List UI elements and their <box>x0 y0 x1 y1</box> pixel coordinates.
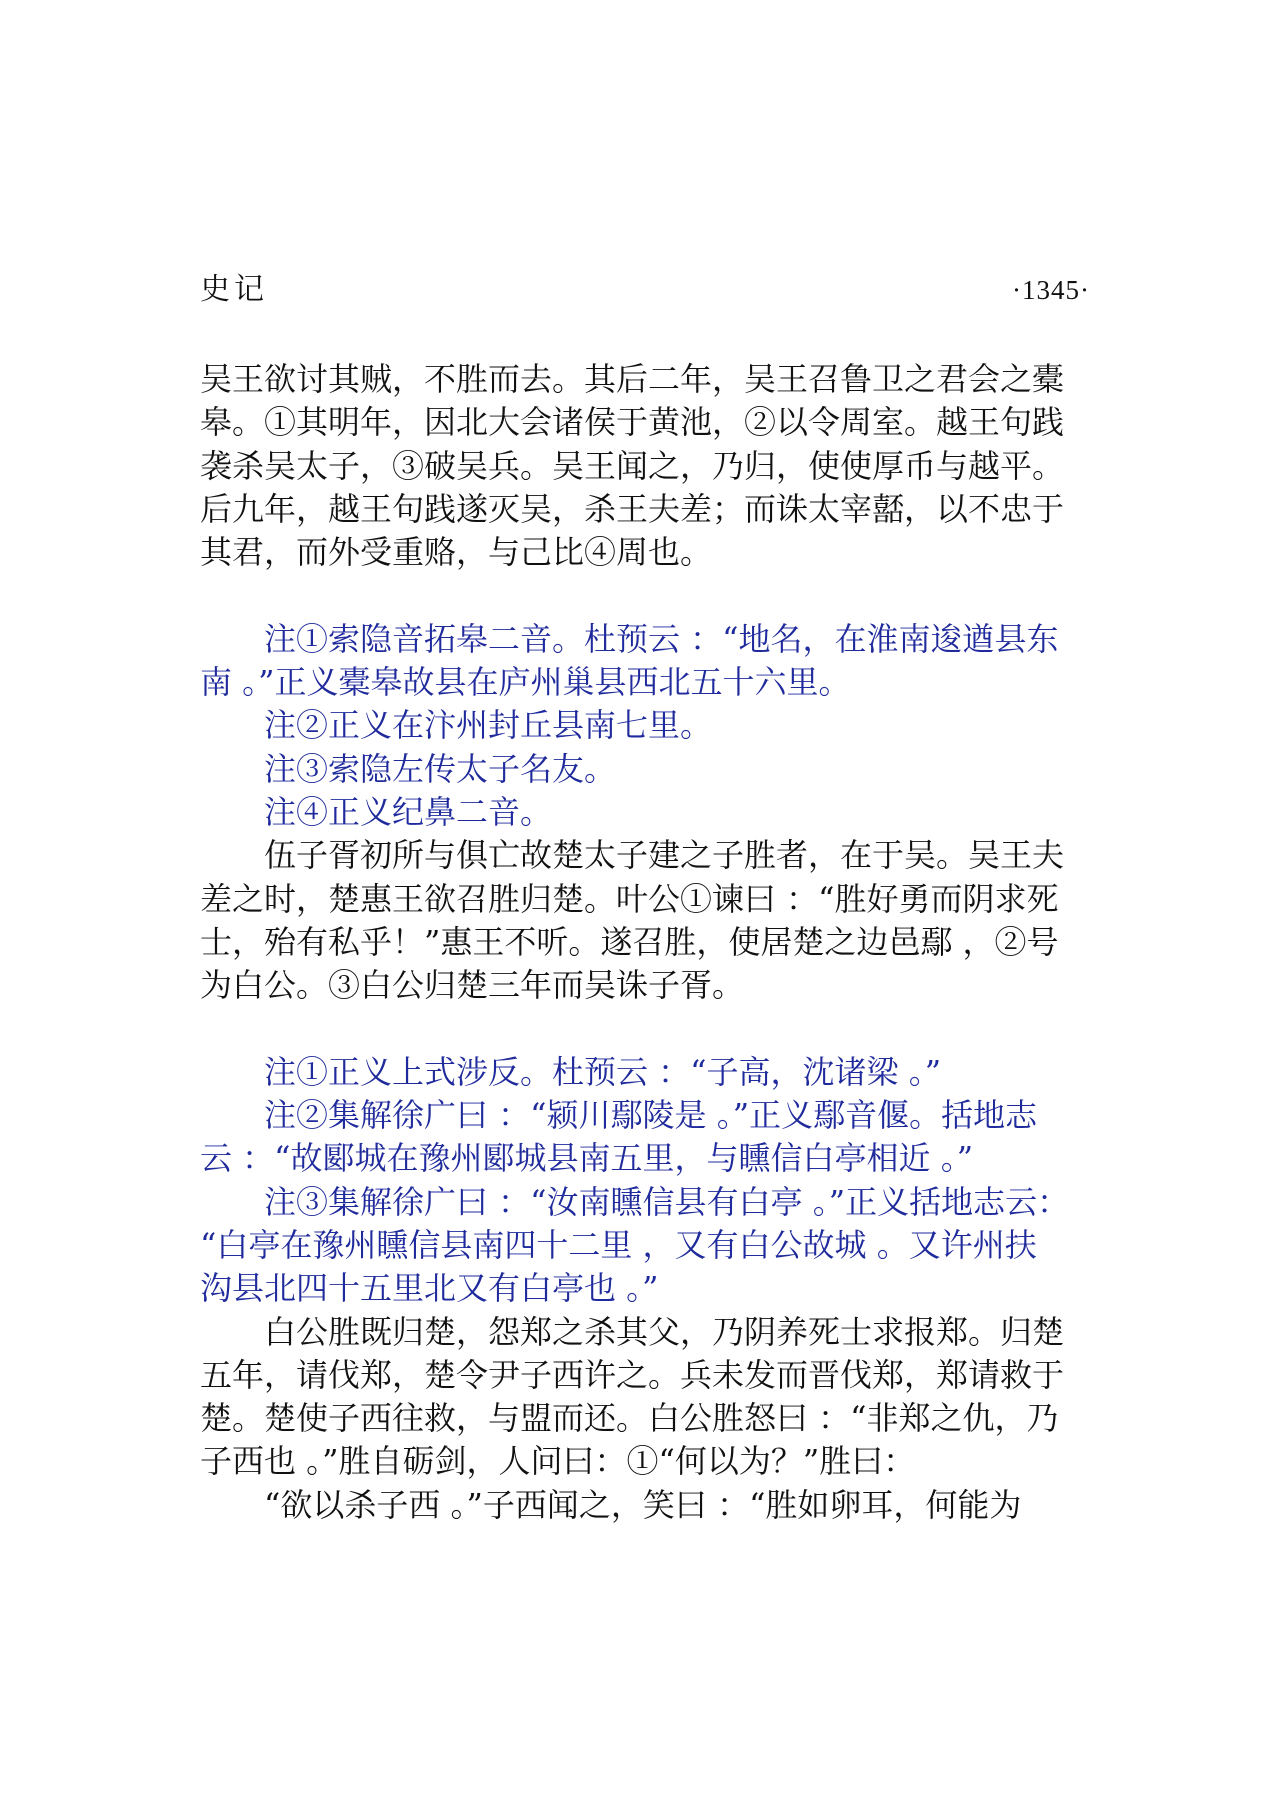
body-text-line: 为白公。③白公归楚三年而吴诛子胥。 <box>200 966 745 1005</box>
annotation-line: 注①索隐音拓皋二音。杜预云 ：“地名，在淮南逡遒县东 <box>264 619 1059 658</box>
body-text-line: 白公胜既归楚，怨郑之杀其父，乃阴养死士求报郑。归楚 <box>264 1312 1065 1351</box>
annotation-line: 注③集解徐广曰 ：“汝南矄信县有白亭 。”正义括地志云： <box>264 1182 1070 1221</box>
body-text-line: 吴王欲讨其贼，不胜而去。其后二年，吴王召鲁卫之君会之橐 <box>200 360 1065 398</box>
body-text-line: 子西也 。”胜自砺剑，人问曰：①“何以为？”胜曰： <box>200 1442 916 1481</box>
annotation-line: 注③索隐左传太子名友。 <box>264 749 617 788</box>
annotation-line: 注④正义纪鼻二音。 <box>264 792 553 831</box>
body-text-line: “欲以杀子西 。”子西闻之，笑曰 ：“胜如卵耳，何能为 <box>264 1485 1022 1524</box>
page-number: ·1345· <box>1012 275 1090 305</box>
paragraph-spacer <box>200 574 1090 617</box>
annotation-line: “白亭在豫州矄信县南四十二里 ，又有白公故城 。又许州扶 <box>200 1225 1037 1264</box>
paragraph-spacer <box>200 1007 1090 1050</box>
body-text-line: 伍子胥初所与俱亡故楚太子建之子胜者，在于吴。吴王夫 <box>264 836 1065 875</box>
body-text-line: 其君，而外受重赂，与己比④周也。 <box>200 533 713 572</box>
body-text-line: 士，殆有私乎！”惠王不听。遂召胜，使居楚之边邑鄢 ，②号 <box>200 922 1059 961</box>
annotation-line: 南 。”正义橐皋故县在庐州巢县西北五十六里。 <box>200 663 851 702</box>
annotation-line: 沟县北四十五里北又有白亭也 。” <box>200 1269 659 1308</box>
book-title: 史记 <box>200 272 268 307</box>
text-column <box>200 358 1090 1527</box>
body-text-line: 楚。楚使子西往救，与盟而还。白公胜怒曰 ：“非郑之仇，乃 <box>200 1399 1059 1438</box>
annotation-line: 注②集解徐广曰 ：“颍川鄢陵是 。”正义鄢音偃。括地志 <box>264 1096 1038 1135</box>
page-header <box>200 268 1090 312</box>
annotation-line: 注①正义上式涉反。杜预云 ：“子高，沈诸梁 。” <box>264 1052 942 1091</box>
body-text-line: 五年，请伐郑，楚令尹子西许之。兵未发而晋伐郑，郑请救于 <box>200 1355 1065 1394</box>
annotation-line: 云 ：“故郾城在豫州郾城县南五里，与矄信白亭相近 。” <box>200 1139 974 1178</box>
body-text-line: 皋。①其明年，因北大会诸侯于黄池，②以令周室。越王句践 <box>200 403 1065 442</box>
body-text-line: 后九年，越王句践遂灭吴，杀王夫差；而诛太宰嚭，以不忠于 <box>200 489 1065 528</box>
body-text-line: 差之时，楚惠王欲召胜归楚。叶公①谏曰 ：“胜好勇而阴求死 <box>200 879 1059 918</box>
body-text-line: 袭杀吴太子，③破吴兵。吴王闻之，乃归，使使厚币与越平。 <box>200 446 1065 485</box>
annotation-line: 注②正义在汴州封丘县南七里。 <box>264 706 713 745</box>
